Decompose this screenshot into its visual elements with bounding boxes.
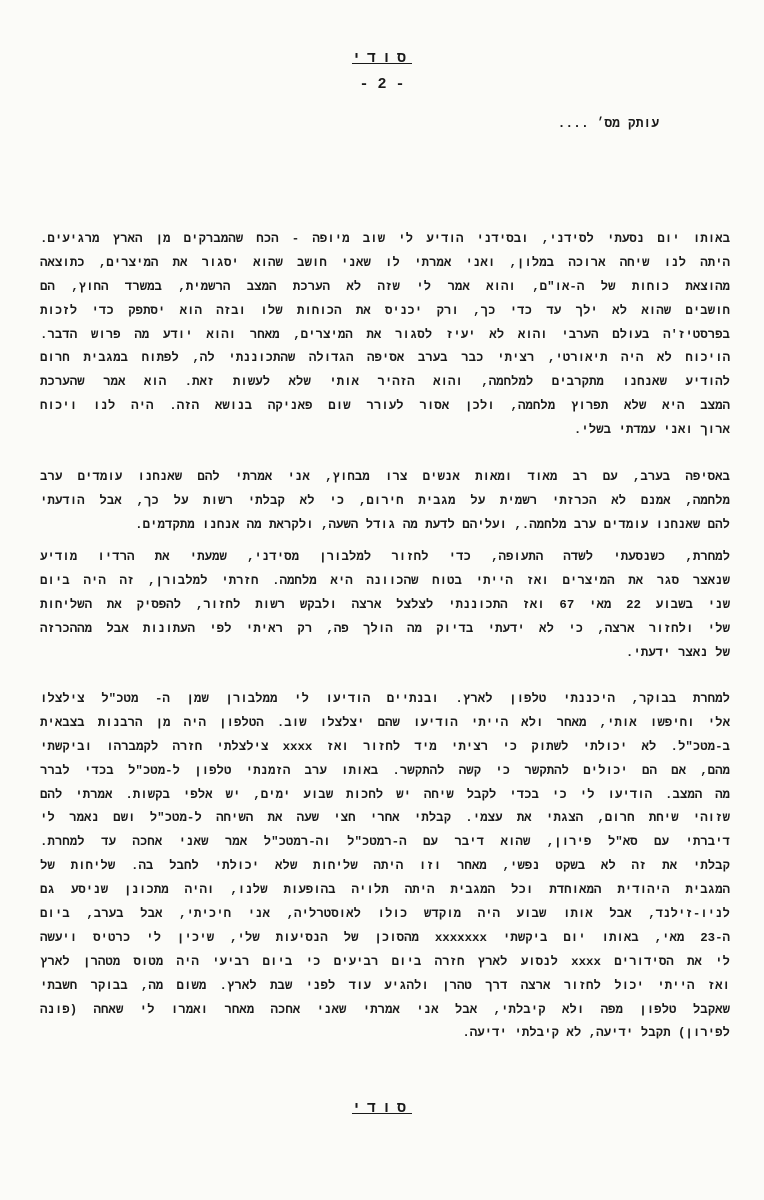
text-line: להם שאנחנו עומדים ערב מלחמה., ועליהם לדעת מה גודל השעה, ולקראת מה אנחנו מתקדמים. — [135, 517, 730, 532]
text-line: בפרסטיז'ה בעולם הערבי והוא לא יעיז לסגור את המיצרים, מאחר והוא יודע מה פרוש הדבר. — [40, 327, 730, 342]
classification-label: סודי — [351, 1100, 412, 1117]
text-line: המגבית היהודית המאוחדת וכל המגבית היתה תלויה בהופעות שלנו, והיה מתכונן שניסע גם — [40, 883, 730, 898]
text-line: לי את הסידורים xxxx לנסוע לארץ חזרה ביום רביעים כי ביום רביעי היה מטוס מטהרן לארץ — [40, 954, 730, 969]
paragraph-3 — [40, 546, 730, 665]
paragraph-4 — [40, 688, 730, 1046]
text-line: לניו-זילנד, אבל אותו שבוע היה מוקדש כולו לאוסטרליה, אני חיכיתי, אבל בערב, ביום — [40, 907, 730, 922]
text-line: שאקבל טלפון מפה ולא קיבלתי, אבל אני אמרתי שאני אחכה מאחר ואמרו לי שאחה (פונה — [40, 1002, 730, 1017]
text-line: הויכוח לא היה תיאורטי, רציתי כבר בערב אסיפה הגדולה שהתכוננתי לה, לפתוח במגבית חרום — [40, 351, 730, 366]
text-line: מהוצאת כוחות של ה-או"ם, והוא אמר לי שזה לא הערכת המצב הרשמית, במשרד החוץ, הם — [40, 279, 730, 294]
text-line: שזוהי שיחת חרום, הצגתי את עצמי. קבלתי אחרי חצי שעה את השיחה ל-מטכ"ל ושם נאמר לי — [40, 811, 730, 826]
text-line: חושבים שהוא לא ילך עד כדי כך, ורק יכניס את הכוחות שלו ובזה הוא יסתפק כדי לזכות — [40, 303, 730, 318]
text-line: שני בשבוע 22 מאי 67 ואז התכוננתי לצלצל ארצה ולבקש רשות לחזור, להפסיק את השליחות — [40, 597, 731, 612]
page-number: - 2 - — [359, 76, 405, 93]
text-line: המצב היא שלא תפרוץ מלחמה, ולכן אסור לעורר שום פאניקה בנושא הזה. היה לנו ויכוח — [40, 399, 730, 414]
text-line: באותו יום נסעתי לסידני, ובסידני הודיע לי שוב מיופה - הכח שהמברקים מן הארץ מרגיעים. — [40, 232, 730, 246]
text-line: לפירון) תקבל ידיעה, לא קיבלתי ידיעה. — [462, 1026, 730, 1041]
text-line: מה המצב. הודיעו לי כי בכדי לקבל שיחה יש לחכות שבוע ימים, יש אלפי בקשות. אמרתי להם — [40, 787, 730, 802]
classification-footer — [0, 1100, 764, 1117]
text-line: ואז הייתי יכול לחזור ארצה דרך טהרן ולהגיע עוד לפני שבת לארץ. משום מה, בבוקר חשבתי — [40, 978, 730, 993]
classification-label: סודי — [351, 50, 412, 67]
classification-header — [0, 50, 764, 67]
copy-number-note: עותק מס׳ .... — [557, 116, 659, 131]
text-line: מלחמה, אמנם לא הכרזתי רשמית על מגבית חירום, כי לא קבלתי רשות על כך, אבל הודעתי — [40, 493, 730, 508]
text-line: דיברתי עם סא"ל פירון, שהוא דיבר עם ה-רמטכ"ל וה-רמטכ"ל אמר שאני אחכה עד למחרת. — [40, 835, 730, 850]
paragraph-2 — [40, 466, 730, 538]
text-line: ארוך ואני עמדתי בשלי. — [573, 423, 730, 438]
text-line: של נאצר ידעתי. — [625, 645, 730, 660]
text-line: ה-23 מאי, באותו יום ביקשתי xxxxxxx מהסוכן של הנסיעות שלי, שיכין לי כרטיס ויעשה — [40, 930, 730, 945]
text-line: אלי וחיפשו אותי, מאחר ולא הייתי הודיעו שהם יצלצלו שוב. הטלפון היה מן הרבנות בצבאית — [40, 715, 730, 730]
text-line: למחרת, כשנסעתי לשדה התעופה, כדי לחזור למלבורן מסידני, שמעתי את הרדיו מודיע — [40, 550, 730, 564]
text-line: ב-מטכ"ל. לא יכולתי לשתוק כי רציתי מיד לחזור ואז xxxx צילצלתי חזרה לקמברהו וביקשתי — [40, 739, 730, 754]
text-line: להודיע שאנחנו מתקרבים למלחמה, והוא הזהיר אותי שלא לעשות זאת. הוא אמר שהערכת — [40, 375, 730, 390]
text-line: למחרת בבוקר, היכננתי טלפון לארץ. ובנתיים הודיעו לי ממלבורן שמן ה- מטכ"ל צילצלו — [40, 692, 730, 706]
text-line: היתה לנו שיחה ארוכה במלון, ואני אמרתי לו שאני חושב שהוא יסגור את המיצרים, כתוצאה — [40, 255, 730, 270]
text-line: שלי ולחזור ארצה, כי לא ידעתי בדיוק מה הולך פה, רק ראיתי לפי העתונות אבל מההכרזה — [40, 621, 730, 636]
text-line: באסיפה בערב, עם רב מאוד ומאות אנשים צרו מבחוץ, אני אמרתי להם שאנחנו עומדים ערב — [40, 470, 730, 484]
text-line: שנאצר סגר את המיצרים ואז הייתי בטוח שהכוונה היא מלחמה. חזרתי למלבורן, זה היה ביום — [40, 573, 730, 588]
text-line: קבלתי את זה לא בשקט נפשי, מאחר וזו היתה שליחות שלא יכולתי לחבל בה. שליחות של — [40, 859, 730, 874]
paragraph-1 — [40, 228, 730, 443]
document-body — [40, 228, 731, 1041]
text-line: מהם, אם הם יכולים להתקשר כי קשה להתקשר. באותו ערב הזמנתי טלפון ל-מטכ"ל בכדי לברר — [40, 763, 730, 778]
